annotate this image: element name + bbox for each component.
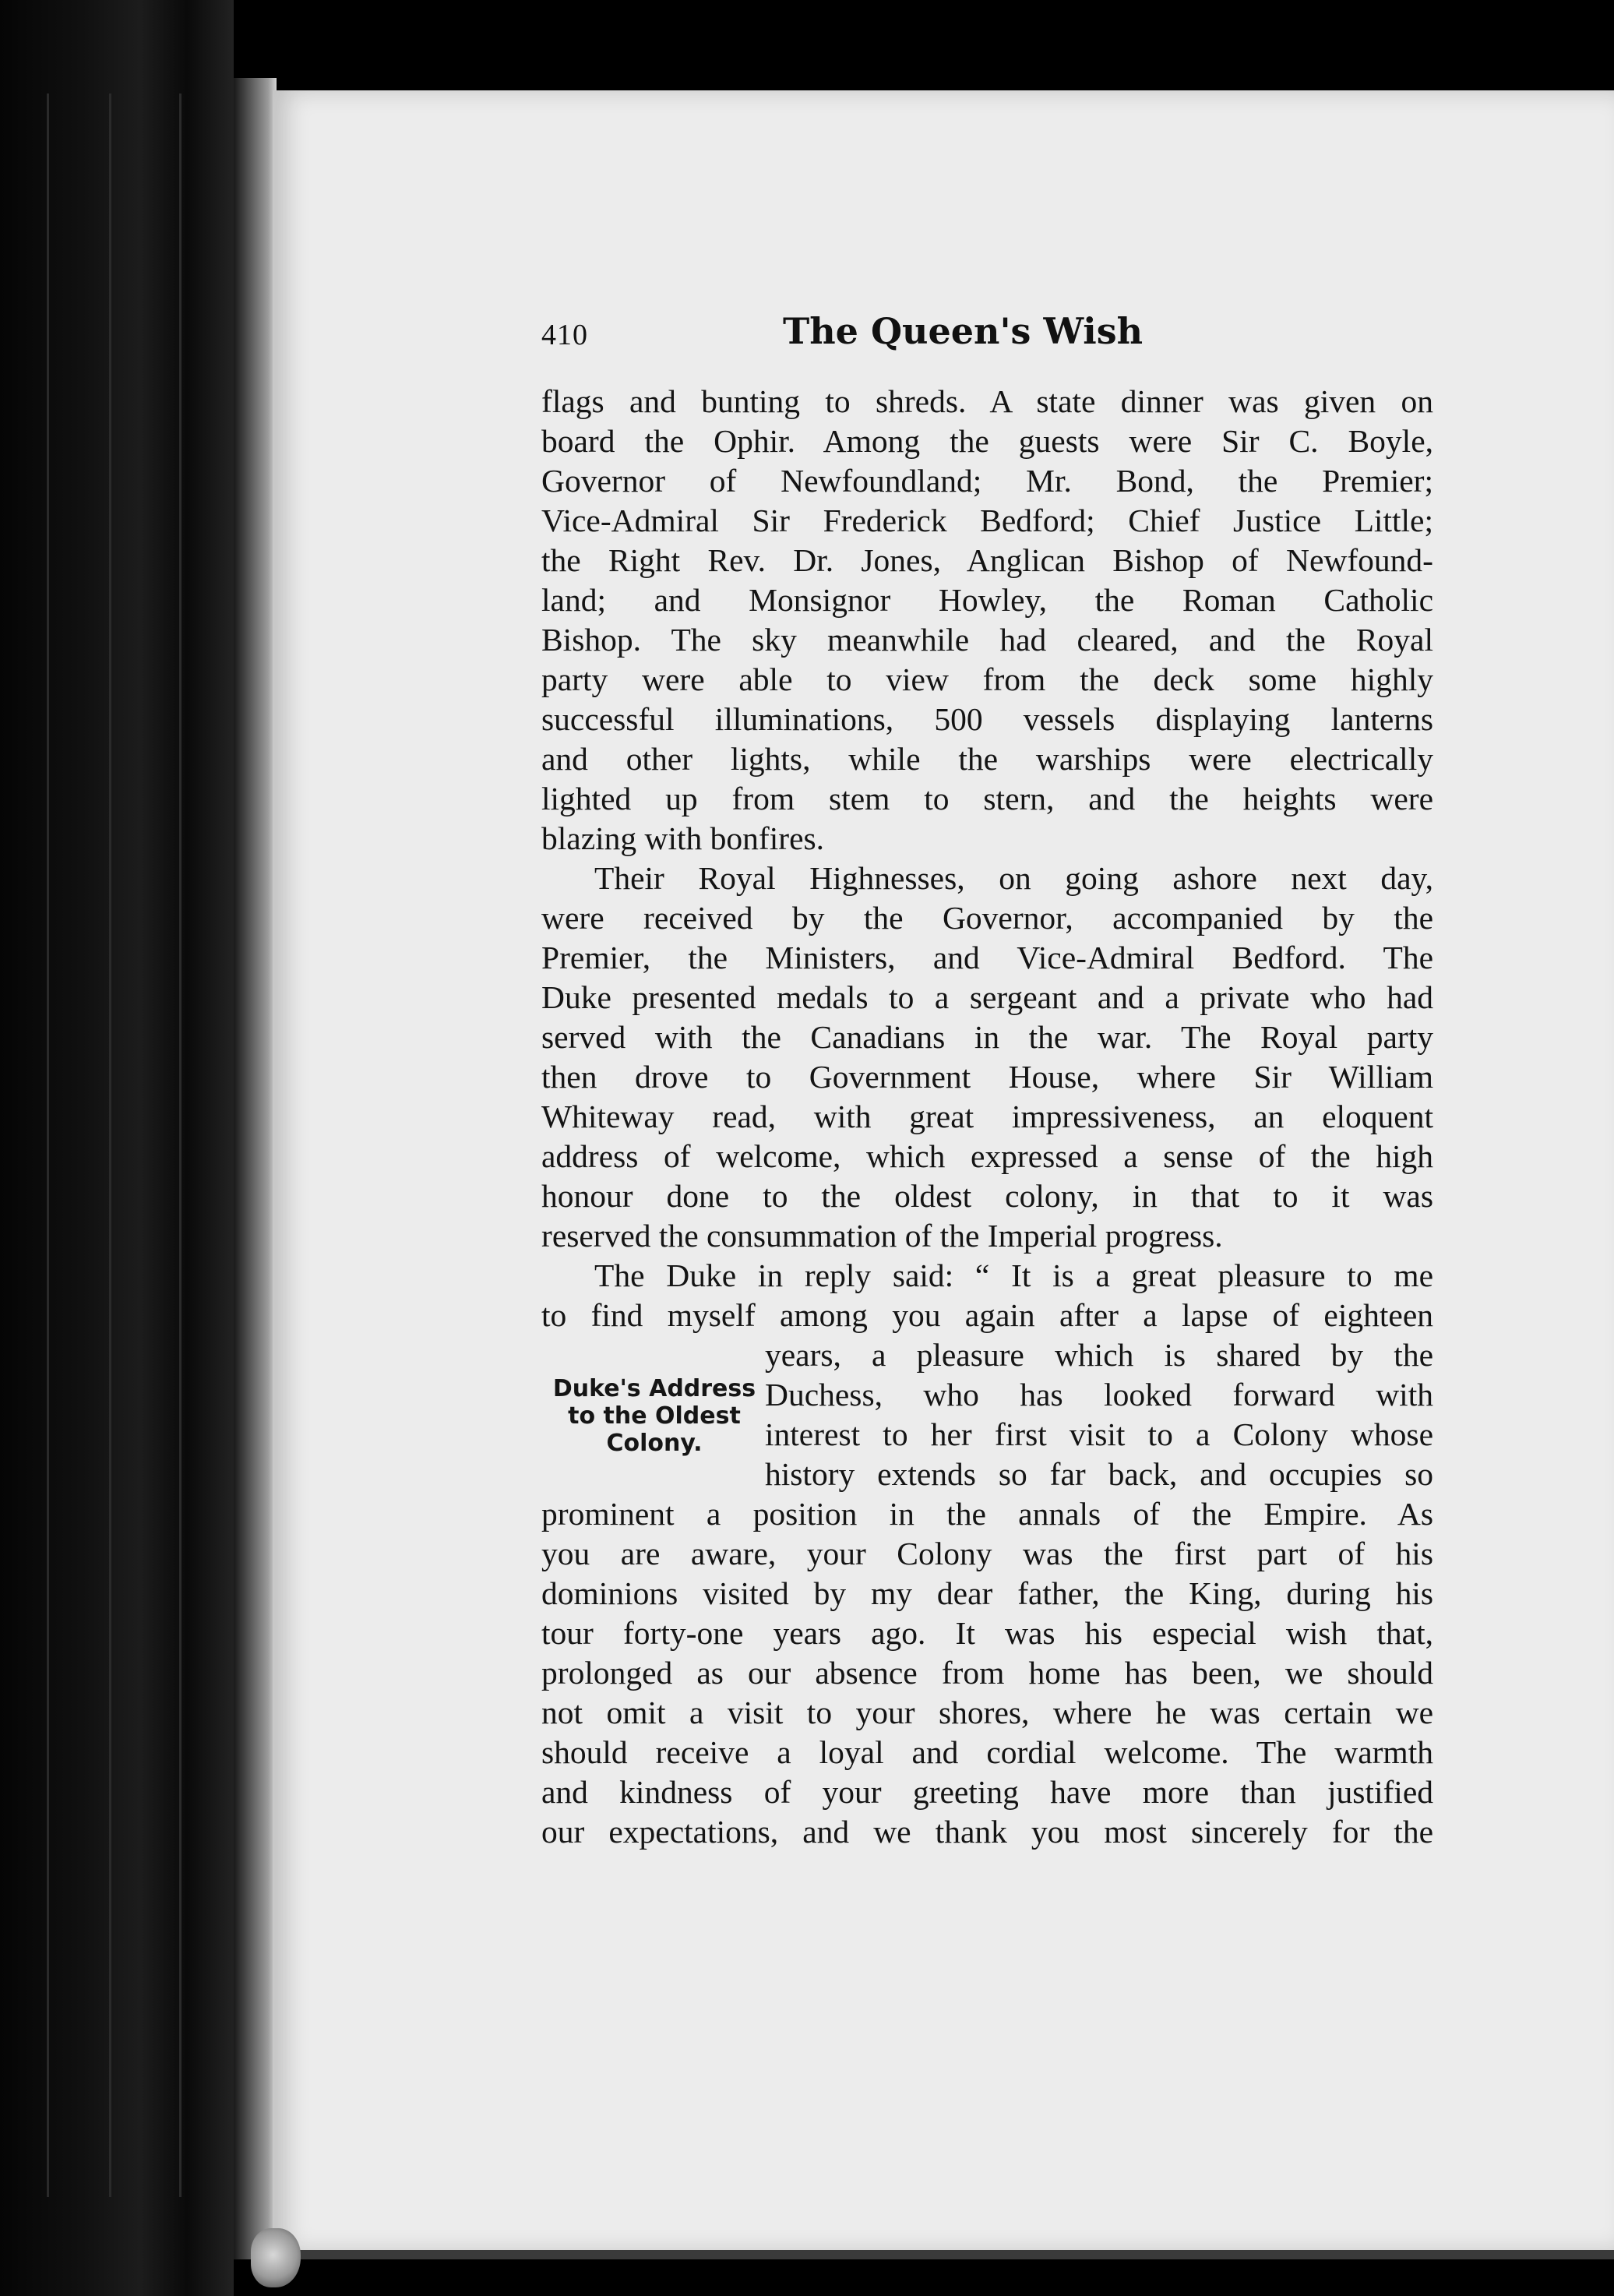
text-line: Governor of Newfoundland; Mr. Bond, the Premier; [541, 463, 1433, 499]
book-binding [0, 0, 234, 2296]
text-line: not omit a visit to your shores, where he was certain we [541, 1695, 1433, 1730]
text-line: Duke presented medals to a sergeant and a private who had [541, 979, 1433, 1015]
text-line: party were able to view from the deck some highly [541, 661, 1433, 697]
text-line: land; and Monsignor Howley, the Roman Catholic [541, 582, 1433, 618]
text-line: prominent a position in the annals of the Empire. As [541, 1496, 1433, 1532]
text-line: to find myself among you again after a lapse of eighteen [541, 1297, 1433, 1333]
text-line: Whiteway read, with great impressiveness, an eloquent [541, 1099, 1433, 1134]
binding-line [179, 93, 181, 2197]
text-line: years, a pleasure which is shared by the [765, 1337, 1433, 1373]
text-line: prolonged as our absence from home has been, we should [541, 1655, 1433, 1691]
text-line: address of welcome, which expressed a sense of the high [541, 1138, 1433, 1174]
binding-line [47, 93, 49, 2197]
library-stamp [251, 2228, 301, 2287]
text-line: and kindness of your greeting have more than justified [541, 1774, 1433, 1810]
text-line: Their Royal Highnesses, on going ashore next day, [594, 860, 1433, 896]
text-line: Duchess, who has looked forward with [765, 1377, 1433, 1413]
text-line: history extends so far back, and occupies so [765, 1456, 1433, 1492]
sidenote-line: to the Oldest [568, 1402, 741, 1430]
text-line: should receive a loyal and cordial welcome. The warmth [541, 1734, 1433, 1770]
page-edge [234, 78, 277, 2259]
text-line: served with the Canadians in the war. The Royal party [541, 1019, 1433, 1055]
text-line: reserved the consummation of the Imperial progress. [541, 1218, 1223, 1254]
text-line: tour forty-one years ago. It was his especial wish that, [541, 1615, 1433, 1651]
page-number: 410 [541, 319, 588, 351]
text-line: dominions visited by my dear father, the King, during his [541, 1575, 1433, 1611]
paragraph-1 [541, 382, 1433, 859]
text-line: lighted up from stem to stern, and the heights were [541, 781, 1433, 816]
binding-line [109, 93, 111, 2197]
text-line: the Right Rev. Dr. Jones, Anglican Bishop of Newfound- [541, 542, 1433, 578]
text-line: interest to her first visit to a Colony whose [765, 1416, 1433, 1452]
text-line: Premier, the Ministers, and Vice-Admiral Bedford. The [541, 940, 1433, 975]
running-title: The Queen's Wish [783, 310, 1144, 352]
sidenote-line: Colony. [606, 1430, 703, 1457]
text-line: successful illuminations, 500 vessels displaying lanterns [541, 701, 1433, 737]
text-line: Vice-Admiral Sir Frederick Bedford; Chief Justice Little; [541, 503, 1433, 538]
sidenote-line: Duke's Address [552, 1375, 756, 1402]
text-line: board the Ophir. Among the guests were Sir C. Boyle, [541, 423, 1433, 459]
text-line: were received by the Governor, accompanied by the [541, 900, 1433, 936]
paragraph-3 [541, 1256, 1433, 1852]
margin-sidenote [549, 1375, 759, 1457]
text-line: honour done to the oldest colony, in that to it was [541, 1178, 1433, 1214]
text-line: our expectations, and we thank you most sincerely for the [541, 1814, 1433, 1850]
text-line: blazing with bonfires. [541, 820, 825, 856]
text-line: Bishop. The sky meanwhile had cleared, and the Royal [541, 622, 1433, 658]
text-line: The Duke in reply said: “ It is a great pleasure to me [594, 1257, 1433, 1293]
page-bottom-edge [265, 2250, 1614, 2259]
text-line: then drove to Government House, where Sir William [541, 1059, 1433, 1095]
page-header [541, 310, 1429, 365]
text-line: you are aware, your Colony was the first part of his [541, 1536, 1433, 1571]
paragraph-2 [541, 859, 1433, 1256]
body-text [541, 382, 1433, 1852]
text-line: flags and bunting to shreds. A state dinner was given on [541, 383, 1433, 419]
text-line: and other lights, while the warships were electrically [541, 741, 1433, 777]
